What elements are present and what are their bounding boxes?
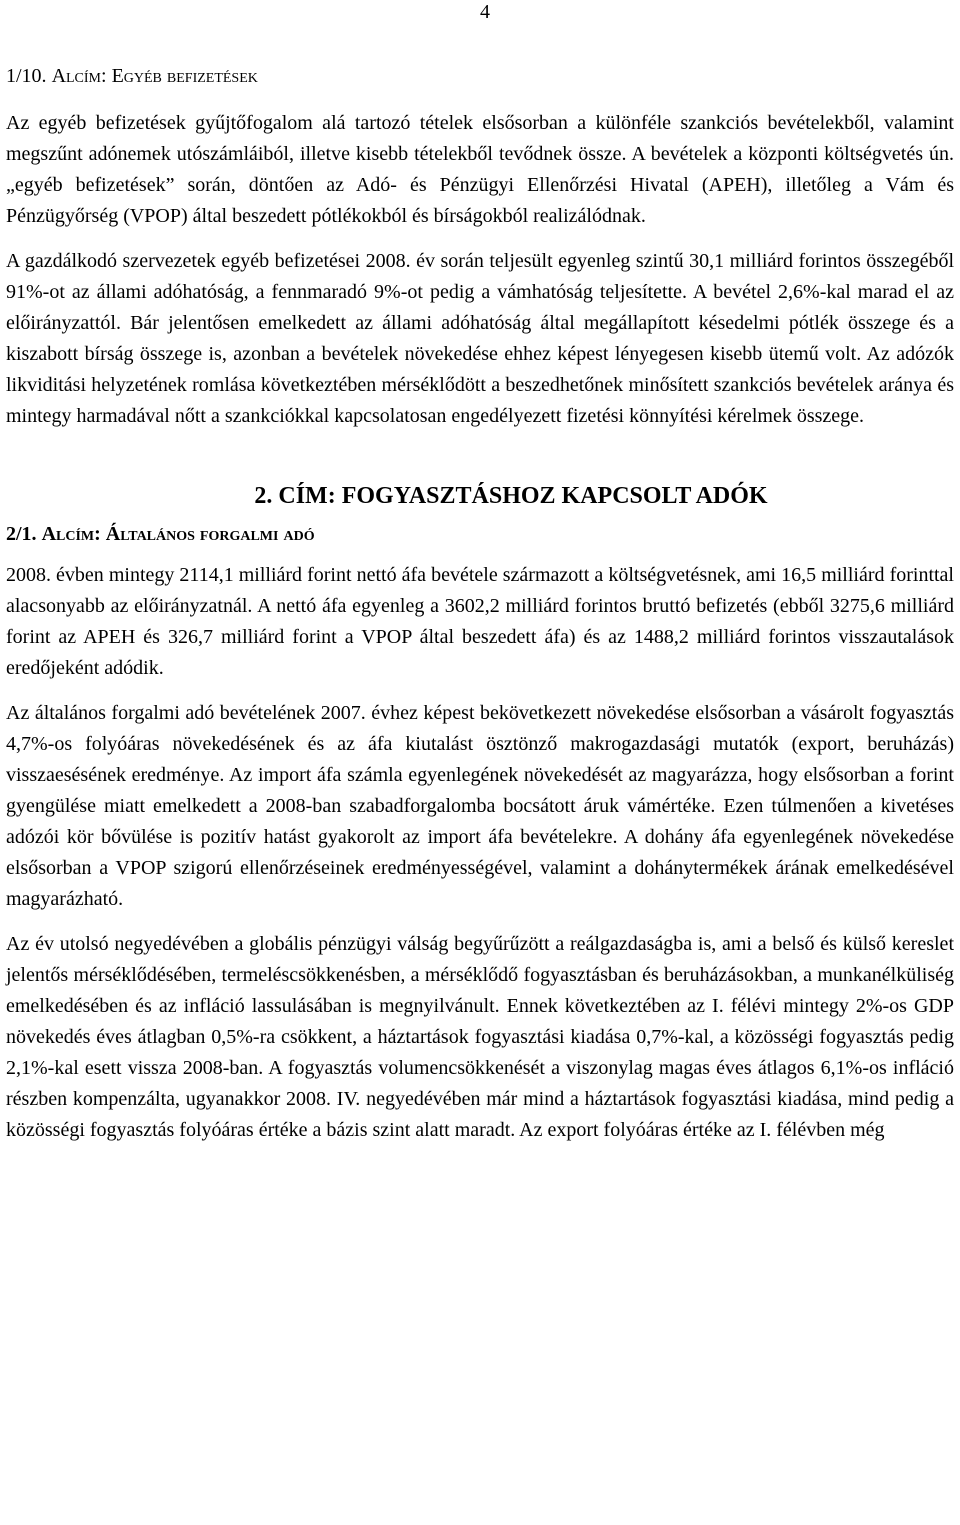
- paragraph: A gazdálkodó szervezetek egyéb befizetései 2008. év során teljesült egyenleg szintű 30,1 milliárd forintos összegéből 91%-ot az állami adóhatóság, a fennmaradó 9%-ot pedig a vámhatóság teljesítette. A bevétel 2,6%-kal marad el az előirányzattól. Bár jelentősen emelkedett az állami adóhatóság által megállapított késedelmi pótlék összege és a kiszabott bírság összege is, azonban a bevételek növekedése ehhez képest lényegesen kisebb ütemű volt. Az adózók likviditási helyzetének romlása következtében mérséklődött a beszedhetőnek minősített szankciós bevételek aránya és mintegy harmadával nőtt a szankciókkal kapcsolatosan engedélyezett fizetési könnyítési kérelmek összege.: [6, 250, 954, 427]
- chapter-title: 2. CÍM: FOGYASZTÁSHOZ KAPCSOLT ADÓK: [254, 483, 768, 509]
- section-label: Alcím: Egyéb befizetések: [51, 65, 258, 87]
- paragraph: 2008. évben mintegy 2114,1 milliárd forint nettó áfa bevétele származott a költségvetésnek, ami 16,5 milliárd forinttal alacsonyabb az előirányzatnál. A nettó áfa egyenleg a 3602,2 milliárd forintos bruttó befizetés (ebből 3275,6 milliárd forint az APEH és 326,7 milliárd forint a VPOP által beszedett áfa) és az 1488,2 milliárd forintos visszautalások eredőjeként adódik.: [6, 564, 954, 679]
- section-number: 2/1.: [6, 523, 37, 545]
- paragraph: Az év utolsó negyedévében a globális pénzügyi válság begyűrűzött a reálgazdaságba is, ami a belső és külső kereslet jelentős mérséklődésében, termeléscsökkenésben, a mérséklődő fogyasztásban és beruházásokban, a munkanélküliség emelkedésében és az infláció lassulásában is megnyilvánult. Ennek következtében az I. félévi mintegy 2%-os GDP növekedés éves átlagban 0,5%-ra csökkent, a háztartások fogyasztási kiadása 0,7%-kal, a közösségi fogyasztás pedig 2,1%-kal esett vissza 2008-ban. A fogyasztás volumencsökkenését a viszonylag magas éves átlagos 6,1%-os infláció részben kompenzálta, ugyanakkor 2008. IV. negyedévében már mind a háztartások fogyasztási kiadása, mind pedig a közösségi fogyasztás folyóáras értéke a bázis szint alatt maradt. Az export folyóáras értéke az I. félévben még: [6, 933, 954, 1141]
- section-number: 1/10.: [6, 65, 47, 87]
- section-heading-1-10: [6, 62, 954, 90]
- document-body: [6, 62, 954, 1146]
- section-heading-2-1: [6, 520, 954, 548]
- page-number: 4: [480, 1, 490, 23]
- paragraph: Az egyéb befizetések gyűjtőfogalom alá tartozó tételek elsősorban a különféle szankciós bevételekből, valamint megszűnt adónemek utószámláiból, illetve kisebb tételekből tevődnek össze. A bevételek a központi költségvetés ún. „egyéb befizetések” során, döntően az Adó- és Pénzügyi Ellenőrzési Hivatal (APEH), illetőleg a Vám és Pénzügyőrség (VPOP) által beszedett pótlékokból és bírságokból realizálódnak.: [6, 112, 954, 227]
- paragraph: Az általános forgalmi adó bevételének 2007. évhez képest bekövetkezett növekedése elsősorban a vásárolt fogyasztás 4,7%-os folyóáras növekedésének és az áfa kiutalást ösztönző makrogazdasági mutatók (export, beruházás) visszaesésének eredménye. Az import áfa számla egyenlegének növekedését az magyarázza, hogy elsősorban a forint gyengülése miatt emelkedett a 2008-ban szabadforgalomba bocsátott áruk vámértéke. Ezen túlmenően a kivetéses adózói kör bővülése is pozitív hatást gyakorolt az import áfa bevételekre. A dohány áfa egyenlegének növekedése elsősorban a VPOP szigorú ellenőrzéseinek eredményességével, valamint a dohánytermékek árának emelkedésével magyarázható.: [6, 702, 954, 910]
- section-label: Alcím: Általános forgalmi adó: [41, 523, 315, 545]
- spacer: [6, 446, 954, 480]
